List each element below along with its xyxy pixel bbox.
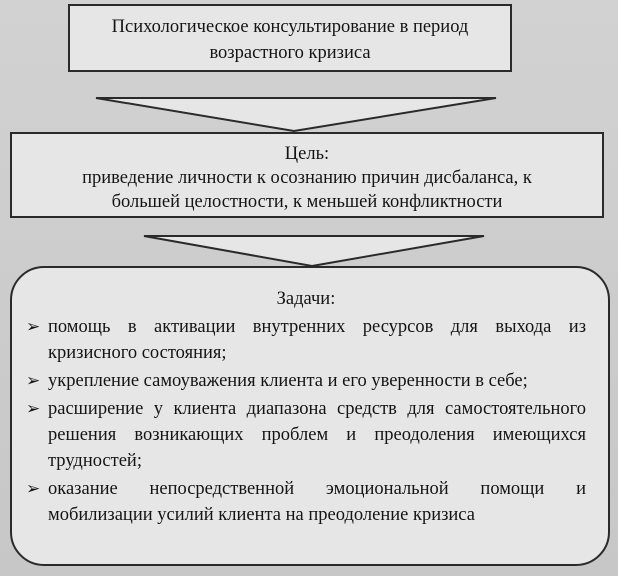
topic-line-1: Психологическое консультирование в период xyxy=(111,17,469,37)
tasks-title: Задачи: xyxy=(276,289,336,309)
goal-box xyxy=(10,132,604,218)
topic-line-2: возрастного кризиса xyxy=(209,43,371,63)
task-text: укрепление самоуважения клиента и его уверенности в себе; xyxy=(48,371,528,391)
goal-title: Цель: xyxy=(284,144,330,164)
list-item xyxy=(26,314,586,366)
tasks-box xyxy=(10,266,610,566)
task-text: расширение у клиента диапазона средств для самостоятельного решения возникающих проблем и преодоления имеющихся трудностей; xyxy=(48,399,586,471)
arrow-bullet-icon: ➢ xyxy=(26,479,41,498)
list-item xyxy=(26,396,586,474)
task-text: оказание непосредственной эмоциональной помощи и мобилизации усилий клиента на преодоление кризиса xyxy=(48,479,586,525)
goal-line-2: большей целостности, к меньшей конфликтности xyxy=(111,192,503,212)
arrow-bullet-icon: ➢ xyxy=(26,317,41,336)
topic-box xyxy=(68,4,512,72)
list-item xyxy=(26,476,586,528)
task-text: помощь в активации внутренних ресурсов для выхода из кризисного состояния; xyxy=(48,317,586,363)
tasks-list xyxy=(26,314,586,528)
goal-line-1: приведение личности к осознанию причин дисбаланса, к xyxy=(82,168,532,188)
arrow-bullet-icon: ➢ xyxy=(26,399,41,418)
list-item xyxy=(26,368,586,394)
arrow-bullet-icon: ➢ xyxy=(26,371,41,390)
